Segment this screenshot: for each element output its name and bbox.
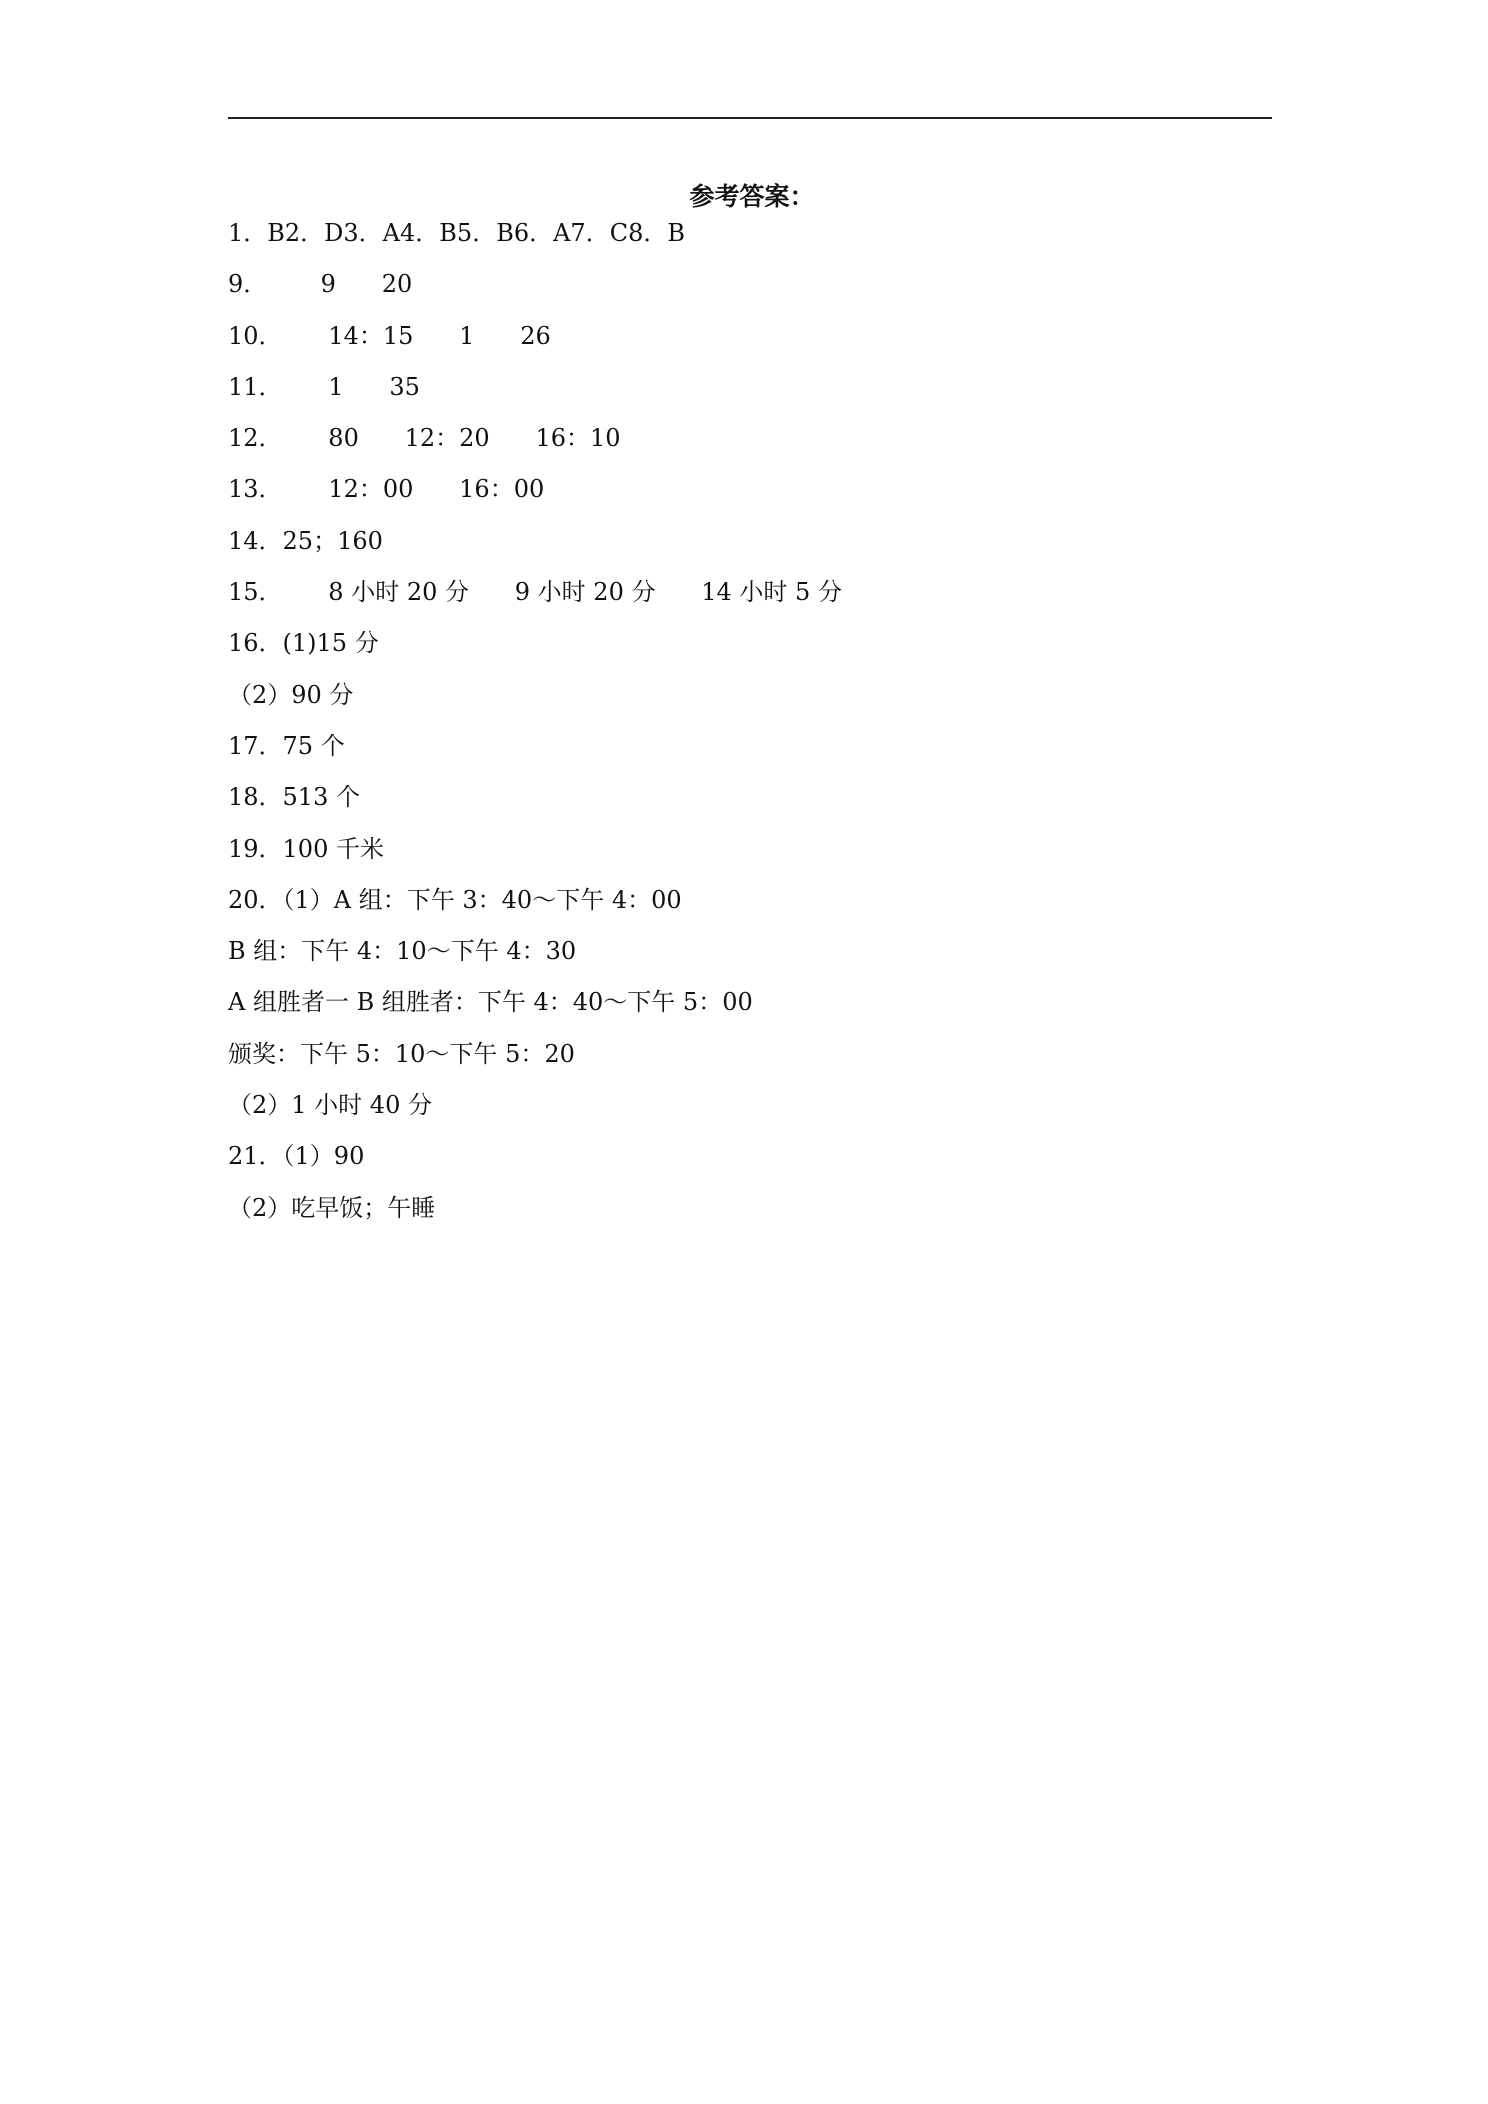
answer-line: 20．（1）A 组：下午 3：40～下午 4：00 [228, 885, 682, 914]
answer-line: A 组胜者一 B 组胜者：下午 4：40～下午 5：00 [228, 988, 753, 1017]
answer-line: 21．（1）90 [228, 1142, 365, 1171]
answer-line: 10． 14：15 1 26 [228, 321, 551, 350]
answer-line: 16．(1)15 分 [228, 629, 379, 658]
answer-line: 19．100 千米 [228, 834, 384, 863]
answer-line: 13． 12：00 16：00 [228, 475, 545, 504]
page-title [0, 180, 1488, 214]
answer-line: 18．513 个 [228, 783, 360, 812]
page-title-text: 参考答案： [689, 182, 815, 211]
header-rule [228, 117, 1272, 119]
answer-line: 17．75 个 [228, 731, 345, 760]
answer-line: （2）90 分 [228, 680, 354, 709]
answer-line: 11． 1 35 [228, 372, 420, 401]
answer-line: 12． 80 12：20 16：10 [228, 424, 621, 453]
answer-line: 1．B2．D3．A4．B5．B6．A7．C8．B [228, 219, 685, 247]
answer-line: 15． 8 小时 20 分 9 小时 20 分 14 小时 5 分 [228, 578, 842, 607]
answer-line: 14．25；160 [228, 526, 383, 555]
answer-line: 9． 9 20 [228, 270, 413, 299]
answer-list [228, 216, 1268, 1242]
answer-line: （2）吃早饭；午睡 [228, 1193, 436, 1222]
answer-line: （2）1 小时 40 分 [228, 1091, 432, 1120]
answer-line: 颁奖：下午 5：10～下午 5：20 [228, 1039, 575, 1068]
answer-line: B 组：下午 4：10～下午 4：30 [228, 937, 577, 966]
